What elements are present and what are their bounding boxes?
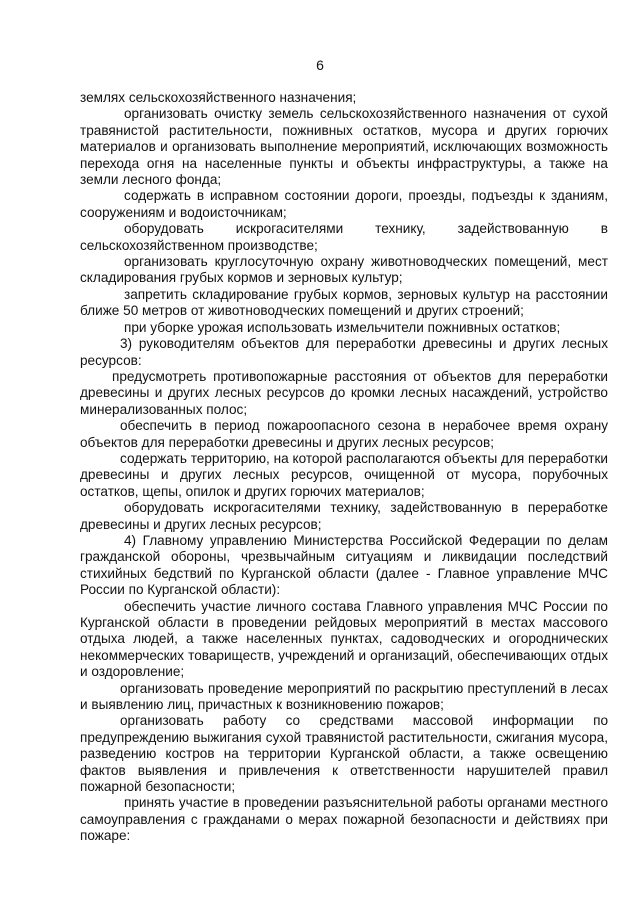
paragraph-clean-land: организовать очистку земель сельскохозяйственного назначения от сухой травянистой растительности, пожнивных остатков, мусора и других горючих материалов и организовать выполнение мероприятий, исключающих возможность перехода огня на населенные пункты и объекты инфраструктуры, а также на земли лесного фонда; xyxy=(80,106,608,188)
paragraph-livestock-guard: организовать круглосуточную охрану животноводческих помещений, мест складирования грубых кормов и зерновых культур; xyxy=(80,254,608,286)
paragraph-night-guard: обеспечить в период пожароопасного сезона в нерабочее время охрану объектов для переработки древесины и других лесных ресурсов; xyxy=(80,418,608,450)
paragraph-crime-investigation: организовать проведение мероприятий по раскрытию преступлений в лесах и выявлению лиц, причастных к возникновению пожаров; xyxy=(80,680,608,713)
paragraph-item-4: 4) Главному управлению Министерства Российской Федерации по делам гражданской обороны, чрезвычайным ситуациям и ликвидации последствий стихийных бедствий по Курганской области (далее - Главное управление МЧС России по Курганской области): xyxy=(80,532,608,598)
paragraph-spark-arresters-agri: оборудовать искрогасителями технику, задействованную в сельскохозяйственном производстве; xyxy=(80,221,608,253)
paragraph-spark-arresters-wood: оборудовать искрогасителями технику, задействованную в переработке древесины и других лесных ресурсов; xyxy=(80,500,608,532)
document-body xyxy=(80,90,608,845)
paragraph-harvest: при уборке урожая использовать измельчители пожнивных остатков; xyxy=(124,319,561,335)
paragraph-roads: содержать в исправном состоянии дороги, проезды, подъезды к зданиям, сооружениям и водоисточникам; xyxy=(80,188,608,220)
paragraph-raids: обеспечить участие личного состава Главного управления МЧС России по Курганской области в проведении рейдовых мероприятий в местах массового отдыха людей, а также населенных пунктах, садоводческих и огороднических некоммерческих товариществ, учреждений и организаций, обеспечивающих отдых и оздоровление; xyxy=(80,598,608,680)
paragraph-territory: содержать территорию, на которой располагаются объекты для переработки древесины и других лесных ресурсов, очищенной от мусора, порубочных остатков, щепы, опилок и других горючих материалов; xyxy=(80,450,608,499)
paragraph-continuation: землях сельскохозяйственного назначения; xyxy=(80,90,357,105)
page-number: 6 xyxy=(316,57,324,73)
paragraph-fire-distances: предусмотреть противопожарные расстояния от объектов для переработки древесины и других лесных ресурсов до кромки лесных насаждений, устройство минерализованных полос; xyxy=(80,368,608,417)
paragraph-media-work: организовать работу со средствами массовой информации по предупреждению выжигания сухой травянистой растительности, сжигания мусора, разведению костров на территории Курганской области, а также освещению фактов выявления и привлечения к ответственности нарушителей правил пожарной безопасности; xyxy=(80,713,608,795)
paragraph-item-3: 3) руководителям объектов для переработки древесины и других лесных ресурсов: xyxy=(80,336,608,368)
paragraph-feed-storage: запретить складирование грубых кормов, зерновых культур на расстоянии ближе 50 метров от животноводческих помещений и других строений; xyxy=(80,286,608,319)
paragraph-explanatory-work: принять участие в проведении разъяснительной работы органами местного самоуправления с гражданами о мерах пожарной безопасности и действиях при пожаре: xyxy=(80,795,608,844)
